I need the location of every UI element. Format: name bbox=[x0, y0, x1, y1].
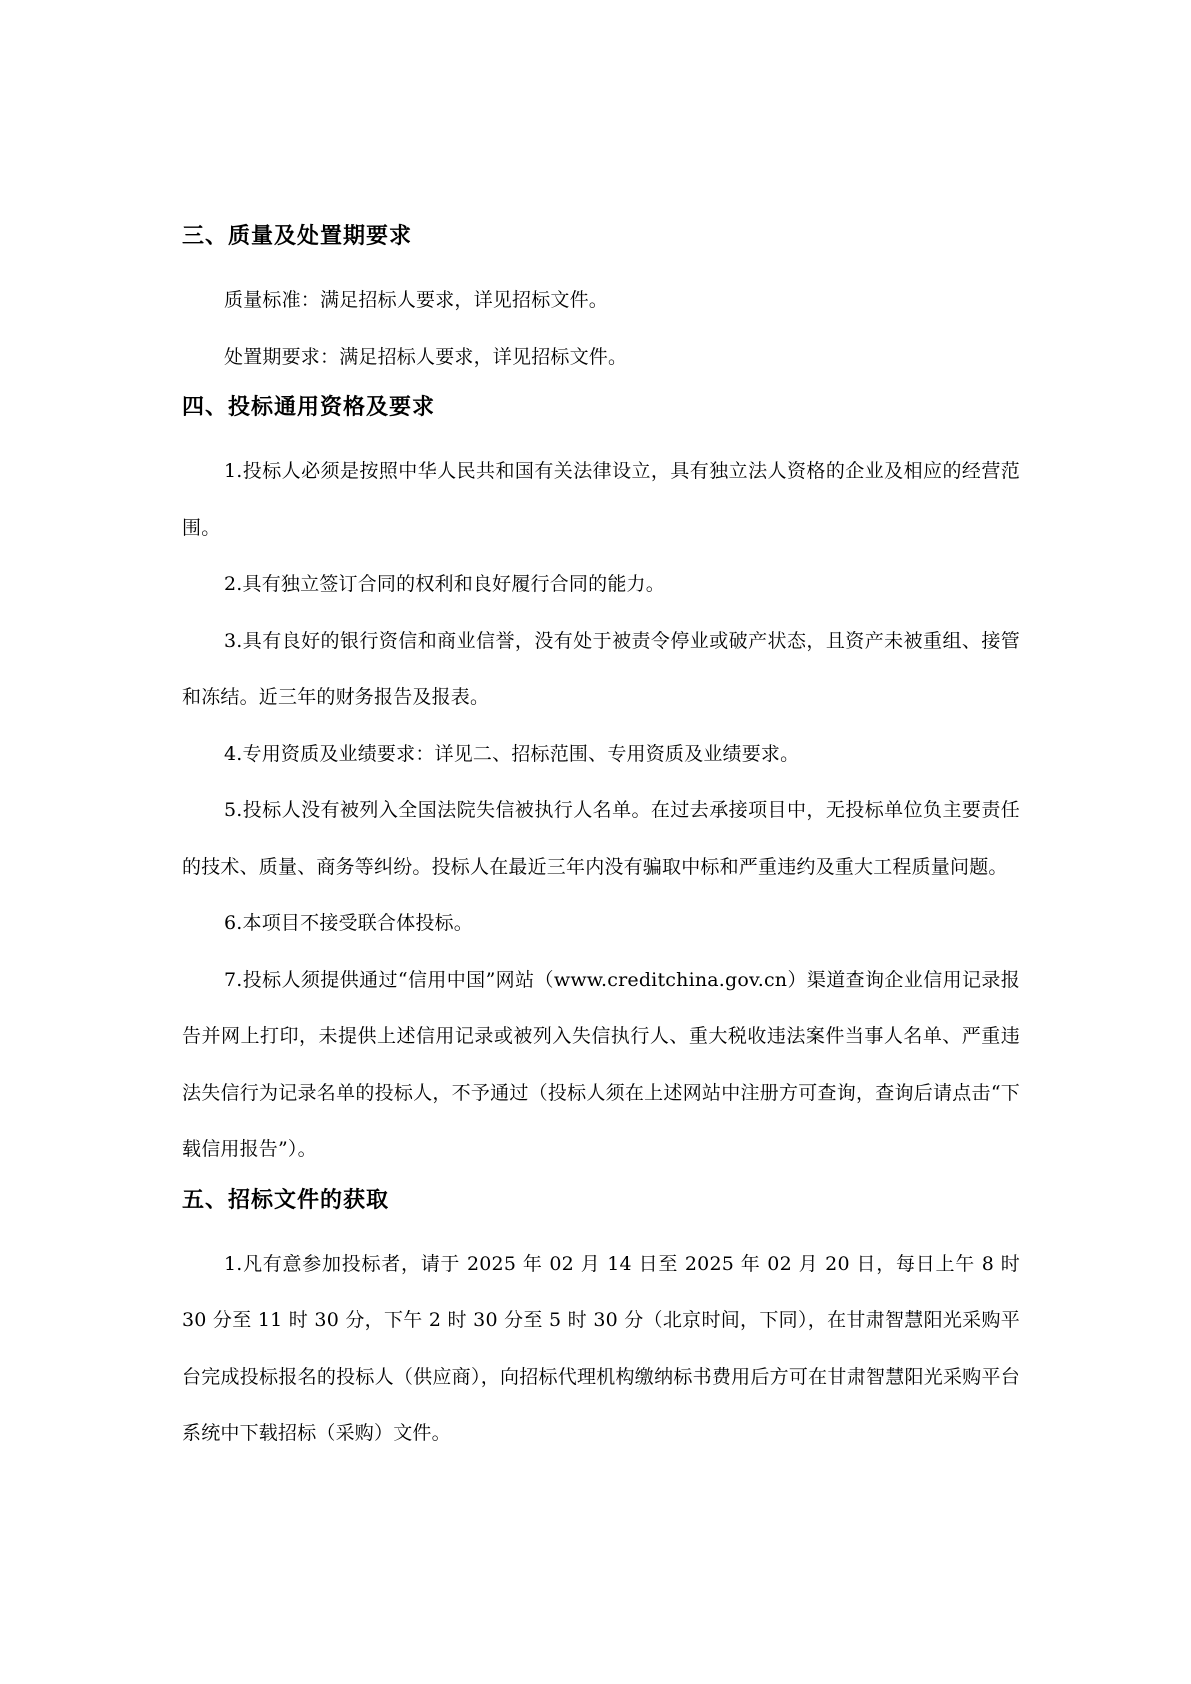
section-quality bbox=[182, 222, 1020, 385]
paragraph: 4.专用资质及业绩要求：详见二、招标范围、专用资质及业绩要求。 bbox=[224, 742, 800, 765]
paragraph: 3.具有良好的银行资信和商业信誉，没有处于被责令停业或破产状态，且资产未被重组、接管和冻结。近三年的财务报告及报表。 bbox=[182, 629, 1020, 708]
paragraph: 1.投标人必须是按照中华人民共和国有关法律设立，具有独立法人资格的企业及相应的经营范围。 bbox=[182, 460, 1020, 539]
paragraph: 1.凡有意参加投标者，请于 2025 年 02 月 14 日至 2025 年 02 月 20 日，每日上午 8 时 30 分至 11 时 30 分，下午 2 时 30 分至 5 时 30 分（北京时间，下同），在甘肃智慧阳光采购平台完成投标报名的投标人（供应商），向招标代理机构缴纳标书费用后方可在甘肃智慧阳光采购平台系统中下载招标（采购）文件。 bbox=[182, 1252, 1020, 1444]
paragraph: 6.本项目不接受联合体投标。 bbox=[224, 912, 473, 934]
section-heading: 四、投标通用资格及要求 bbox=[182, 395, 436, 420]
paragraph: 5.投标人没有被列入全国法院失信被执行人名单。在过去承接项目中，无投标单位负主要责任的技术、质量、商务等纠纷。投标人在最近三年内没有骗取中标和严重违约及重大工程质量问题。 bbox=[182, 799, 1020, 878]
paragraph: 质量标准：满足招标人要求，详见招标文件。 bbox=[224, 289, 609, 311]
section-heading: 五、招标文件的获取 bbox=[182, 1187, 390, 1213]
section-heading: 三、质量及处置期要求 bbox=[182, 224, 413, 249]
section-tender-documents bbox=[182, 1186, 1020, 1462]
paragraph: 处置期要求：满足招标人要求，详见招标文件。 bbox=[224, 345, 628, 368]
section-spacer bbox=[182, 385, 1020, 393]
section-qualifications bbox=[182, 393, 1020, 1178]
document-body bbox=[182, 222, 1020, 1462]
section-spacer bbox=[182, 1178, 1020, 1186]
paragraph: 2.具有独立签订合同的权利和良好履行合同的能力。 bbox=[224, 573, 665, 595]
paragraph: 7.投标人须提供通过“信用中国”网站（www.creditchina.gov.cn）渠道查询企业信用记录报告并网上打印，未提供上述信用记录或被列入失信执行人、重大税收违法案件当事人名单、严重违法失信行为记录名单的投标人，不予通过（投标人须在上述网站中注册方可查询，查询后请点击“下载信用报告”）。 bbox=[182, 968, 1020, 1160]
